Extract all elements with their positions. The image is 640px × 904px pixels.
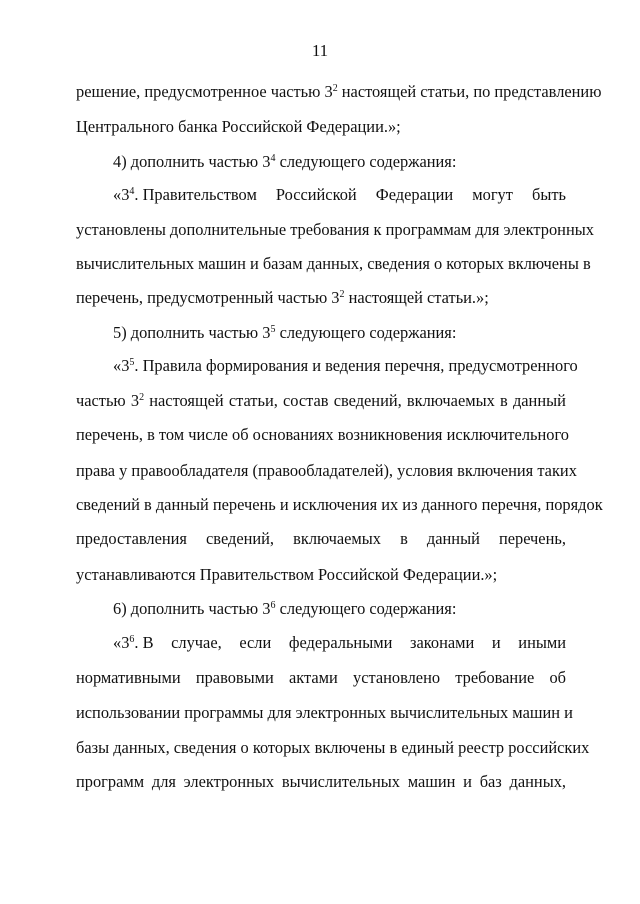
text-content: вычислительных машин и базам данных, сведения о которых включены в [76, 254, 591, 273]
text-word: машин [407, 772, 456, 791]
text-line [113, 356, 578, 376]
text-word: $3^2$ [130, 391, 145, 410]
text-word: «$3^6$. В [113, 633, 154, 652]
text-content: решение, предусмотренное частью $3^2$ настоящей статьи, по представлению [76, 82, 602, 101]
text-line [76, 529, 566, 549]
text-word: предоставления [76, 529, 187, 548]
text-line [76, 565, 566, 585]
text-word: и [463, 772, 472, 791]
text-word: «$3^4$. Правительством [113, 185, 257, 204]
text-word: программ [76, 772, 145, 791]
text-word: установлено [353, 668, 441, 687]
text-line [76, 254, 591, 274]
text-content: установлены дополнительные требования к программам для электронных [76, 220, 594, 239]
text-line [113, 185, 566, 205]
text-line [76, 668, 566, 688]
text-word: включаемых [406, 391, 495, 410]
text-word: требование [455, 668, 535, 687]
text-content: перечень, в том числе об основаниях возникновения исключительного [76, 425, 569, 444]
text-word: сведений, [333, 391, 402, 410]
text-word: случае, [171, 633, 222, 652]
text-line [113, 599, 566, 619]
text-word: об [549, 668, 566, 687]
text-word: данный [512, 391, 566, 410]
text-word: правовыми [195, 668, 274, 687]
text-content: 6) дополнить частью $3^6$ следующего содержания: [113, 599, 457, 618]
text-line [76, 220, 594, 240]
text-line [76, 738, 590, 758]
text-line [113, 633, 566, 653]
text-word: если [239, 633, 272, 652]
text-word: федеральными [288, 633, 393, 652]
text-word: в [400, 529, 408, 548]
text-content: права у правообладателя (правообладателей), условия включения таких [76, 461, 577, 480]
text-word: могут [472, 185, 513, 204]
page-number: 11 [311, 41, 329, 60]
text-word: сведений, [206, 529, 275, 548]
text-line [113, 152, 566, 172]
text-content: перечень, предусмотренный частью $3^2$ настоящей статьи.»; [76, 288, 489, 307]
text-line [76, 495, 603, 515]
text-content: «$3^5$. Правила формирования и ведения перечня, предусмотренного [113, 356, 578, 375]
text-content: базы данных, сведения о которых включены в единый реестр российских [76, 738, 590, 757]
text-word: Российской [275, 185, 357, 204]
text-line [76, 425, 569, 445]
text-line [76, 391, 566, 411]
text-word: актами [289, 668, 338, 687]
text-word: электронных [183, 772, 275, 791]
text-content: Центрального банка Российской Федерации.»; [76, 117, 401, 136]
text-word: в [500, 391, 508, 410]
text-content: сведений в данный перечень и исключения их из данного перечня, порядок [76, 495, 603, 514]
text-word: и [491, 633, 501, 652]
text-line [76, 461, 577, 481]
text-word: статьи, [228, 391, 278, 410]
text-content: 4) дополнить частью $3^4$ следующего содержания: [113, 152, 457, 171]
text-content: устанавливаются Правительством Российской Федерации.»; [76, 565, 498, 584]
text-word: данный [426, 529, 480, 548]
text-line [76, 82, 602, 102]
text-line [76, 288, 566, 308]
text-line [76, 772, 566, 792]
text-word: частью [76, 391, 126, 410]
text-word: законами [410, 633, 475, 652]
text-line [76, 703, 573, 723]
text-content: 5) дополнить частью $3^5$ следующего содержания: [113, 323, 457, 342]
text-line [76, 117, 566, 137]
text-word: быть [532, 185, 566, 204]
text-word: состав [283, 391, 329, 410]
text-word: нормативными [76, 668, 181, 687]
text-content: использовании программы для электронных вычислительных машин и [76, 703, 573, 722]
text-word: Федерации [375, 185, 454, 204]
text-line [113, 323, 566, 343]
text-word: перечень, [498, 529, 566, 548]
text-word: настоящей [149, 391, 224, 410]
text-word: включаемых [293, 529, 382, 548]
text-word: иными [518, 633, 566, 652]
text-word: баз [479, 772, 502, 791]
text-word: данных, [509, 772, 566, 791]
text-word: для [151, 772, 176, 791]
text-word: вычислительных [281, 772, 400, 791]
